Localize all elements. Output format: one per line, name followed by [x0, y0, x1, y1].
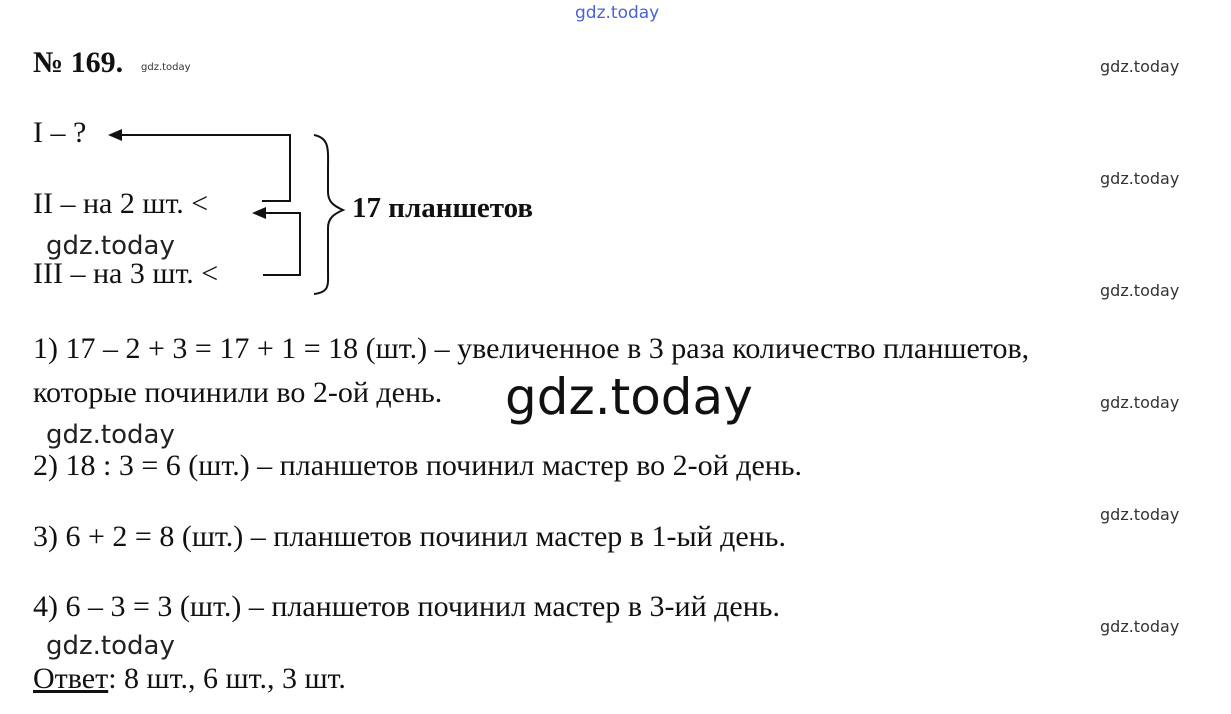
watermark-right: gdz.today — [1100, 617, 1180, 636]
watermark-left: gdz.today — [46, 231, 175, 261]
arrow-line-second-to-first — [120, 135, 290, 201]
watermark-left: gdz.today — [46, 420, 175, 450]
answer-label: Ответ — [33, 662, 109, 695]
solution-step-1-cont: которые починили во 2-ой день. — [33, 376, 443, 409]
watermark-left: gdz.today — [46, 631, 175, 661]
solution-step-3: 3) 6 + 2 = 8 (шт.) – планшетов починил мастер в 1-ый день. — [33, 520, 786, 553]
answer-text: : 8 шт., 6 шт., 3 шт. — [108, 662, 346, 695]
diagram-row-first: I – ? — [33, 116, 87, 149]
watermark-heading: gdz.today — [141, 62, 191, 73]
solution-step-1: 1) 17 – 2 + 3 = 17 + 1 = 18 (шт.) – увеличенное в 3 раза количество планшетов, — [33, 332, 1030, 365]
brace-icon — [314, 135, 343, 294]
watermark-right: gdz.today — [1100, 281, 1180, 300]
watermark-right: gdz.today — [1100, 505, 1180, 524]
diagram-total: 17 планшетов — [352, 192, 534, 224]
watermark-center: gdz.today — [505, 368, 753, 426]
watermark-right: gdz.today — [1100, 169, 1180, 188]
arrow-head-icon — [108, 129, 122, 141]
solution-step-4: 4) 6 – 3 = 3 (шт.) – планшетов починил мастер в 3-ий день. — [33, 590, 780, 623]
problem-number: № 169. — [33, 46, 124, 79]
answer-line — [33, 664, 346, 694]
arrow-line-third-to-second — [263, 213, 300, 275]
diagram-row-third: III – на 3 шт. < — [33, 257, 219, 290]
arrow-head-icon — [252, 207, 266, 219]
diagram-row-second: II – на 2 шт. < — [33, 187, 209, 220]
watermark-right: gdz.today — [1100, 393, 1180, 412]
solution-step-2: 2) 18 : 3 = 6 (шт.) – планшетов починил мастер во 2-ой день. — [33, 449, 803, 482]
watermark-top: gdz.today — [575, 3, 660, 23]
watermark-right: gdz.today — [1100, 57, 1180, 76]
